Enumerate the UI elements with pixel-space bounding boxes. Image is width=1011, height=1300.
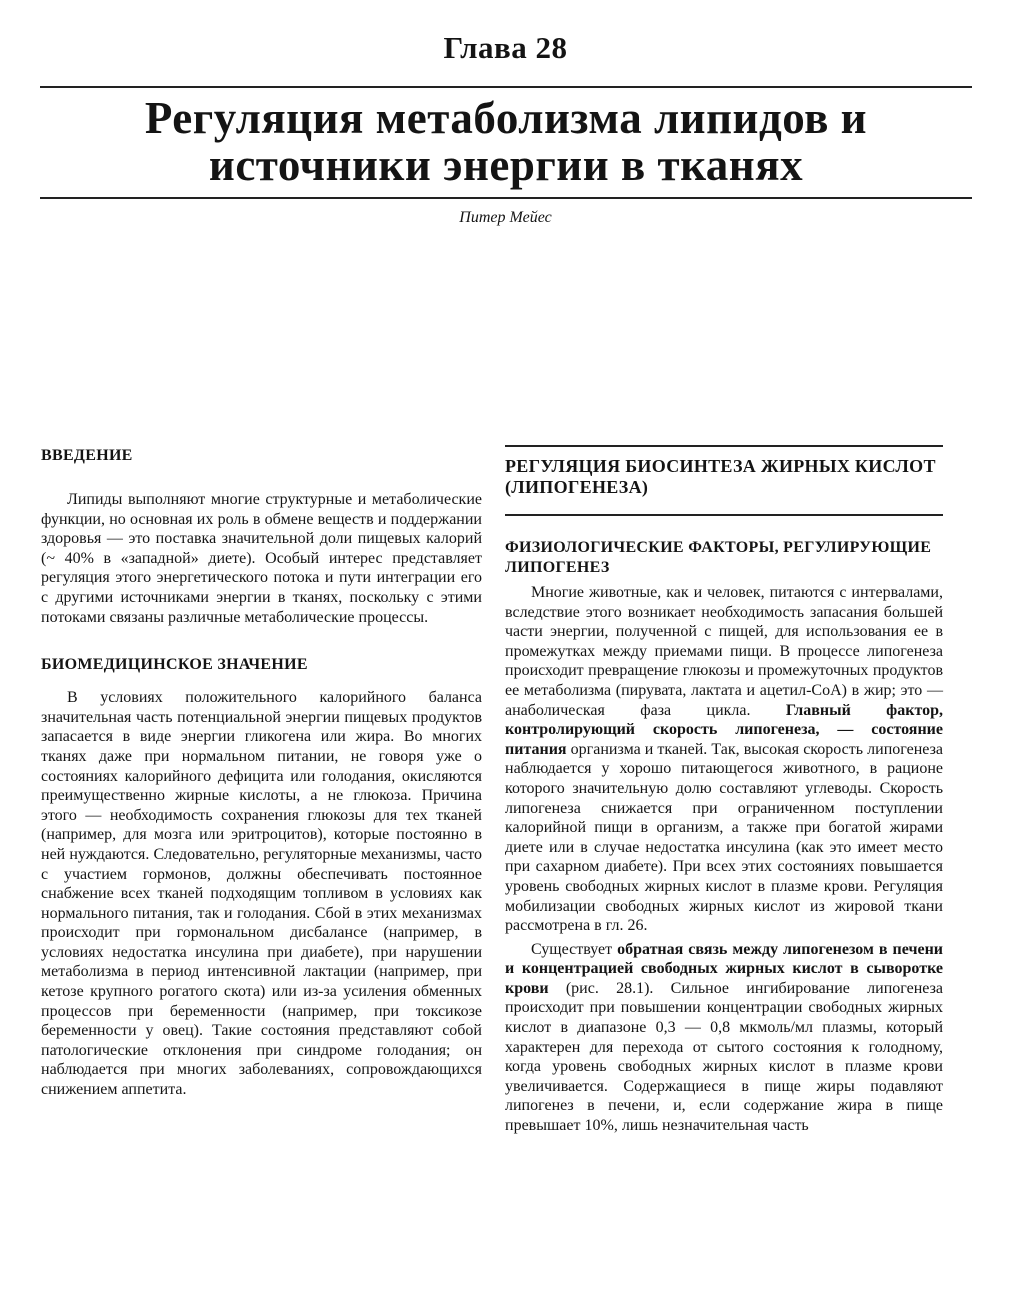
biomed-paragraph: В условиях положительного калорийного баланса значительная часть потенциальной энергии пищевых продуктов запасается в виде энергии гликогена или жира. Во многих тканях даже при нормальном питании, не говоря уже о состояниях калорийного дефицита или голодания, окисляются преимущественно жирные кислоты, а не глюкоза. Причина этого — необходимость сохранения глюкозы для тех тканей (например, для мозга или эритроцитов), которые постоянно в ней нуждаются. Следовательно, регуляторные механизмы, часто с участием гормонов, должны обеспечивать постоянное снабжение всех тканей подходящим топливом в условиях как нормального питания, так и голодания. Сбой в этих механизмах происходит при гормональном дисбалансе (например, в условиях недостатка инсулина при диабете), при нарушении метаболизма в период интенсивной лактации (например, при кетозе крупного рогатого скота) или из-за усиления обменных процессов при беременности (например, при токсикозе беременности у овец). Такие состояния представляют собой патологические отклонения при синдроме голодания; он наблюдается при многих заболеваниях, сопровождающихся снижением аппетита. (41, 689, 482, 1099)
top-rule (40, 86, 972, 88)
title-rule (40, 197, 972, 199)
p1-bold-text: Главный фактор, контролирующий скорость липогенеза, — состояние питания (505, 701, 943, 758)
subsection-heading: ФИЗИОЛОГИЧЕСКИЕ ФАКТОРЫ, РЕГУЛИРУЮЩИЕ ЛИПОГЕНЕЗ (505, 539, 932, 576)
p2-text-b: (рис. 28.1). Сильное ингибирование липогенеза происходит при повышении концентрации свободных жирных кислот в диапазоне 0,3 — 0,8 мкмоль/мл плазмы, который характерен для перехода от сытого состояния к голодному, когда уровень свободных жирных кислот в плазме крови увеличивается. Содержащиеся в пище жиры подавляют липогенез в печени, и, если содержание жира в пище превышает 10%, лишь незначительная часть (505, 979, 943, 1135)
right-column (505, 440, 943, 1136)
intro-heading: ВВЕДЕНИЕ (41, 447, 133, 464)
intro-paragraph: Липиды выполняют многие структурные и метаболические функции, но основная их роль в обмене веществ и поддержании здоровья — это поставка значительной доли пищевых калорий (~ 40% в «западной» диете). Особый интерес представляет регуляция этого энергетического потока и пути интеграции его с другими источниками энергии в тканях, поскольку с этими потоками связаны различные метаболические процессы. (41, 491, 482, 626)
section-heading: РЕГУЛЯЦИЯ БИОСИНТЕЗА ЖИРНЫХ КИСЛОТ (ЛИПОГЕНЕЗА) (505, 456, 936, 497)
p2-bold-text: обратная связь между липогенезом в печени и концентрацией свободных жирных кислот в сыворотке крови (505, 940, 944, 997)
left-column (41, 440, 482, 1100)
lipogenesis-paragraph-2 (505, 940, 943, 1136)
biomed-heading: БИОМЕДИЦИНСКОЕ ЗНАЧЕНИЕ (41, 656, 308, 674)
chapter-number: Глава 28 (443, 30, 568, 65)
author: Питер Мейес (459, 209, 552, 226)
p1-text-b: организма и тканей. Так, высокая скорость липогенеза наблюдается у хорошо питающегося животного, в рационе которого значительную долю составляют углеводы. Скорость липогенеза снижается при ограниченном поступлении калорийной пищи в организм, а также при богатой жирами диете или в случае недостатка инсулина (как это имеет место при сахарном диабете). При всех этих состояниях повышается уровень свободных жирных кислот в плазме крови. Регуляция мобилизации свободных жирных кислот из жировой ткани рассмотрена в гл. 26. (505, 740, 943, 935)
p1-text-a: Многие животные, как и человек, питаются с интервалами, вследствие этого возникает необходимость запасания большей части энергии, полученной с пищей, для использования ее в промежутках между приемами пищи. В процессе липогенеза происходит превращение глюкозы и промежуточных продуктов ее метаболизма (пирувата, лактата и ацетил-CoA) в жир; это — анаболическая фаза цикла. (505, 584, 943, 719)
lipogenesis-paragraph-1 (505, 583, 943, 936)
chapter-title: Регуляция метаболизма липидов и источники энергии в тканях (144, 93, 868, 190)
p2-text-a: Существует (531, 940, 618, 958)
